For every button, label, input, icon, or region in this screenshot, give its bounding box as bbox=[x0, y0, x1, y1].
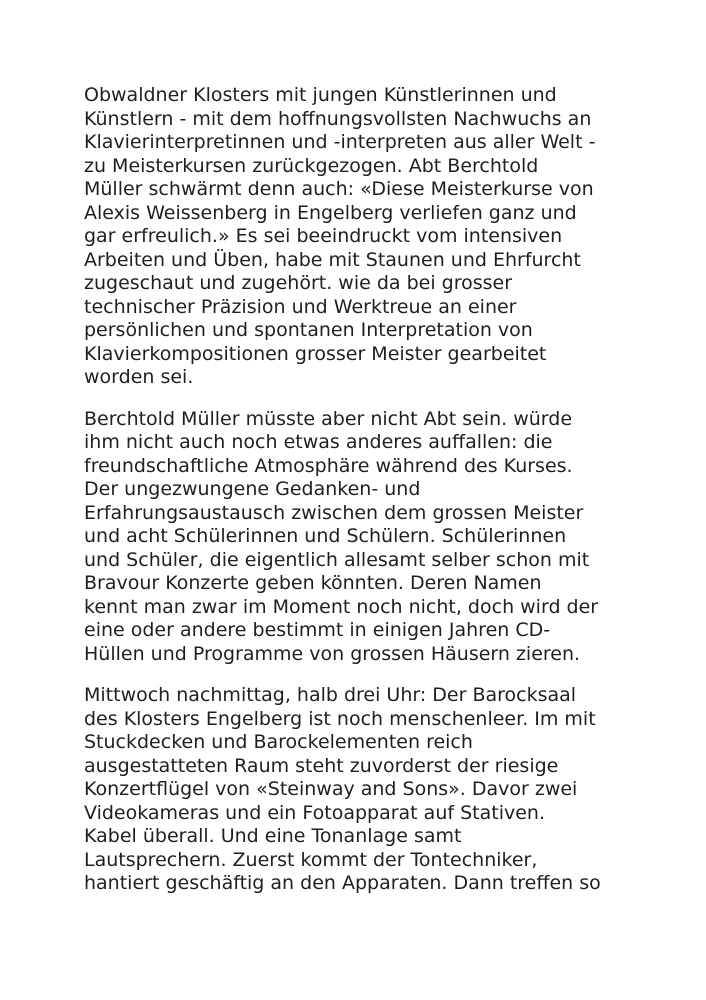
text-line: und acht Schülerinnen und Schülern. Schülerinnen bbox=[84, 525, 567, 547]
text-line: Klavierinterpretinnen und -interpreten aus aller Welt - bbox=[84, 131, 596, 153]
paragraph-1 bbox=[84, 84, 668, 390]
text-line: Lautsprechern. Zuerst kommt der Tontechniker, bbox=[84, 848, 538, 871]
text-line: Konzertflügel von «Steinway and Sons». Davor zwei bbox=[84, 778, 578, 800]
text-line: Erfahrungsaustausch zwischen dem grossen Meister bbox=[84, 501, 584, 524]
text-line: hantiert geschäftig an den Apparaten. Dann treffen so bbox=[84, 872, 601, 894]
text-line: Kabel überall. Und eine Tonanlage samt bbox=[84, 825, 462, 847]
text-line: des Klosters Engelberg ist noch menschenleer. Im mit bbox=[84, 707, 596, 730]
text-line: Obwaldner Klosters mit jungen Künstlerinnen und bbox=[84, 84, 557, 106]
text-line: zu Meisterkursen zurückgezogen. Abt Berchtold bbox=[84, 154, 539, 177]
text-line: Videokameras und ein Fotoapparat auf Stativen. bbox=[84, 801, 545, 824]
text-line: Bravour Konzerte geben könnten. Deren Namen bbox=[84, 572, 542, 594]
text-line: technischer Präzision und Werktreue an einer bbox=[84, 295, 517, 318]
text-line: Arbeiten und Üben, habe mit Staunen und Ehrfurcht bbox=[84, 248, 581, 271]
text-line: persönlichen und spontanen Interpretation von bbox=[84, 319, 533, 341]
text-line: kennt man zwar im Moment noch nicht, doch wird der bbox=[84, 595, 599, 618]
text-line: ihm nicht auch noch etwas anderes auffallen: die bbox=[84, 431, 553, 453]
text-line: Künstlern - mit dem hoffnungsvollsten Nachwuchs an bbox=[84, 107, 592, 130]
text-line: zugeschaut und zugehört. wie da bei grosser bbox=[84, 272, 513, 294]
paragraph-3 bbox=[84, 684, 668, 896]
text-line: Hüllen und Programme von grossen Häusern zieren. bbox=[84, 642, 581, 665]
paragraph-2 bbox=[84, 408, 668, 667]
text-line: eine oder andere bestimmt in einigen Jahren CD- bbox=[84, 619, 551, 641]
text-line: und Schüler, die eigentlich allesamt selber schon mit bbox=[84, 548, 590, 571]
text-line: Klavierkompositionen grosser Meister gearbeitet bbox=[84, 342, 547, 365]
text-line: Mittwoch nachmittag, halb drei Uhr: Der Barocksaal bbox=[84, 684, 577, 706]
text-line: worden sei. bbox=[84, 366, 194, 388]
text-line: Müller schwärmt denn auch: «Diese Meisterkurse von bbox=[84, 178, 594, 200]
text-line: freundschaftliche Atmosphäre während des Kurses. bbox=[84, 454, 573, 477]
text-line: Stuckdecken und Barockelementen reich bbox=[84, 731, 473, 753]
text-line: gar erfreulich.» Es sei beeindruckt vom intensiven bbox=[84, 225, 563, 247]
text-line: ausgestatteten Raum steht zuvorderst der riesige bbox=[84, 754, 559, 777]
text-line: Alexis Weissenberg in Engelberg verliefen ganz und bbox=[84, 201, 577, 224]
text-line: Berchtold Müller müsste aber nicht Abt sein. würde bbox=[84, 407, 573, 430]
article-text bbox=[84, 84, 668, 896]
text-line: Der ungezwungene Gedanken- und bbox=[84, 478, 421, 500]
